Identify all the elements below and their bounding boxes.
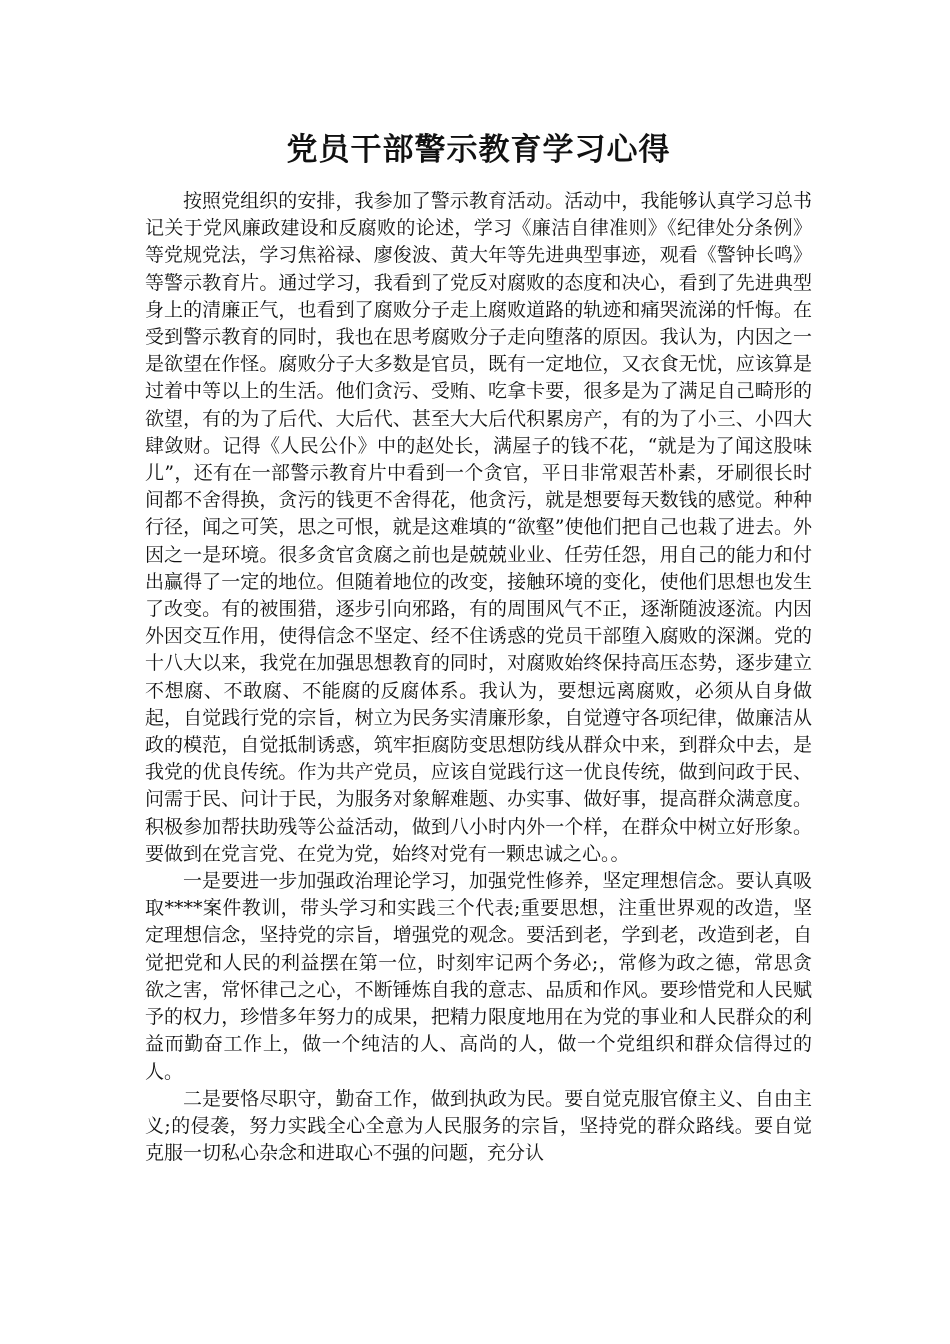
- body-paragraph-3: 二是要恪尽职守，勤奋工作，做到执政为民。要自觉克服官僚主义、自由主义;的侵袭，努力实践全心全意为人民服务的宗旨，坚持党的群众路线。要自觉克服一切私心杂念和进取心不强的问题，充分认: [145, 1087, 812, 1165]
- body-paragraph-2: 一是要进一步加强政治理论学习，加强党性修养，坚定理想信念。要认真吸取****案件教训，带头学习和实践三个代表;重要思想，注重世界观的改造，坚定理想信念，坚持党的宗旨，增强党的观念。要活到老，学到老，改造到老，自觉把党和人民的利益摆在第一位，时刻牢记两个务必;，常修为政之德，常思贪欲之害，常怀律己之心，不断锤炼自我的意志、品质和作风。要珍惜党和人民赋予的权力，珍惜多年努力的成果，把精力限度地用在为党的事业和人民群众的利益而勤奋工作上，做一个纯洁的人、高尚的人，做一个党组织和群众信得过的人。: [145, 870, 812, 1083]
- document-title: 党员干部警示教育学习心得: [286, 132, 671, 168]
- body-paragraph-1: 按照党组织的安排，我参加了警示教育活动。活动中，我能够认真学习总书记关于党风廉政建设和反腐败的论述，学习《廉洁自律准则》《纪律处分条例》等党规党法，学习焦裕禄、廖俊波、黄大年等先进典型事迹，观看《警钟长鸣》等警示教育片。通过学习，我看到了党反对腐败的态度和决心，看到了先进典型身上的清廉正气，也看到了腐败分子走上腐败道路的轨迹和痛哭流涕的忏悔。在受到警示教育的同时，我也在思考腐败分子走向堕落的原因。我认为，内因之一是欲望在作怪。腐败分子大多数是官员，既有一定地位，又衣食无忧，应该算是过着中等以上的生活。他们贪污、受贿、吃拿卡要，很多是为了满足自己畸形的欲望，有的为了后代、大后代、甚至大大后代积累房产，有的为了小三、小四大肆敛财。记得《人民公仆》中的赵处长，满屋子的钱不花，“就是为了闻这股味儿”，还有在一部警示教育片中看到一个贪官，平日非常艰苦朴素，牙刷很长时间都不舍得换，贪污的钱更不舍得花，他贪污，就是想要每天数钱的感觉。种种行径，闻之可笑，思之可恨，就是这难填的“欲壑”使他们把自己也栽了进去。外因之一是环境。很多贪官贪腐之前也是兢兢业业、任劳任怨，用自己的能力和付出赢得了一定的地位。但随着地位的改变，接触环境的变化，使他们思想也发生了改变。有的被围猎，逐步引向邪路，有的周围风气不正，逐渐随波逐流。内因外因交互作用，使得信念不坚定、经不住诱惑的党员干部堕入腐败的深渊。党的十八大以来，我党在加强思想教育的同时，对腐败始终保持高压态势，逐步建立不想腐、不敢腐、不能腐的反腐体系。我认为，要想远离腐败，必须从自身做起，自觉践行党的宗旨，树立为民务实清廉形象，自觉遵守各项纪律，做廉洁从政的模范，自觉抵制诱惑，筑牢拒腐防变思想防线从群众中来，到群众中去，是我党的优良传统。作为共产党员，应该自觉践行这一优良传统，做到问政于民、问需于民、问计于民，为服务对象解难题、办实事、做好事，提高群众满意度。积极参加帮扶助残等公益活动，做到八小时内外一个样，在群众中树立好形象。要做到在党言党、在党为党，始终对党有一颗忠诚之心。。: [145, 190, 812, 865]
